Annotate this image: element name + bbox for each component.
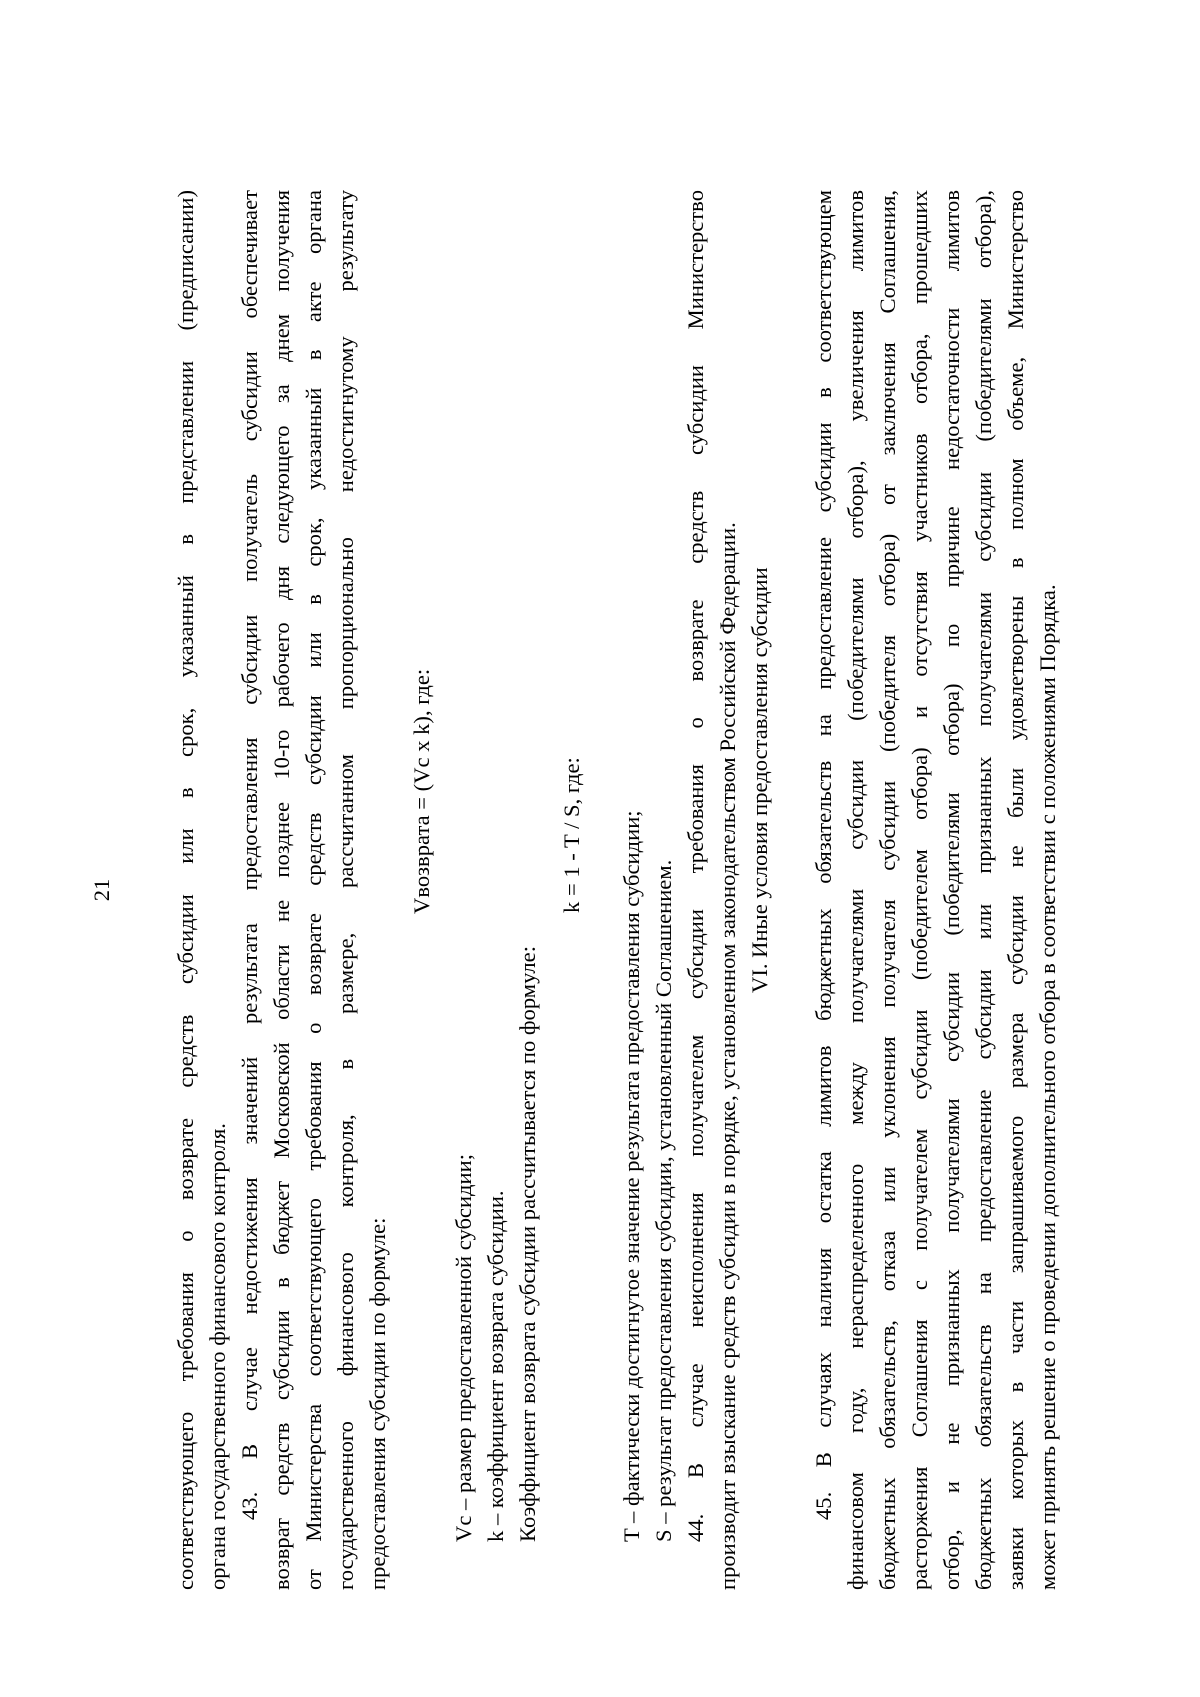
- paragraph-line: от Министерства соответствующего требования о возврате средств субсидии или в срок, указанный в акте органа: [301, 190, 326, 1590]
- definition-line: Vc – размер предоставленной субсидии;: [451, 1153, 476, 1542]
- paragraph-line: расторжения Соглашения с получателем субсидии (победителем отбора) и отсутствия участников отбора, прошедших: [907, 190, 932, 1590]
- definition-line: k – коэффициент возврата субсидии.: [483, 1190, 508, 1542]
- rotated-page-content: [89, 190, 1090, 1590]
- paragraph-line: государственного финансового контроля, в размере, рассчитанном пропорционально недостигнутому результату: [333, 190, 358, 1590]
- paragraph-line: соответствующего требования о возврате средств субсидии или в срок, указанный в представлении (предписании): [173, 190, 198, 1590]
- paragraph-line: производит взыскание средств субсидии в порядке, установленном законодательством Российской Федерации.: [715, 522, 740, 1590]
- formula-return-amount: Vвозврата = (Vc x k), где:: [409, 668, 434, 914]
- definition-line: T – фактически достигнутое значение результата предоставления субсидии;: [619, 810, 644, 1542]
- section-heading: VI. Иные условия предоставления субсидии: [747, 567, 772, 993]
- paragraph-line: 44. В случае неисполнения получателем субсидии требования о возврате средств субсидии Министерство: [683, 190, 708, 1542]
- paragraph-line: бюджетных обязательств на предоставление субсидии или признанных получателями субсидии (победителями отбора),: [971, 190, 996, 1590]
- paragraph-line: заявки которых в части запрашиваемого размера субсидии не были удовлетворены в полном объеме, Министерство: [1003, 190, 1028, 1590]
- paragraph-line: финансовом году, нераспределенного между получателями субсидии (победителями отбора), увеличения лимитов: [843, 190, 868, 1590]
- definition-line: S – результат предоставления субсидии, установленный Соглашением.: [651, 859, 676, 1542]
- paragraph-line: 43. В случае недостижения значений результата предоставления субсидии получатель субсидии обеспечивает: [237, 190, 262, 1520]
- formula-coefficient: k = 1 - T / S, где:: [559, 757, 584, 913]
- paragraph-line: отбор, и не признанных получателями субсидии (победителями отбора) по причине недостаточности лимитов: [939, 190, 964, 1590]
- definition-line: Коэффициент возврата субсидии рассчитывается по формуле:: [515, 946, 540, 1542]
- paragraph-line: предоставления субсидии по формуле:: [365, 1217, 390, 1590]
- paragraph-line: возврат средств субсидии в бюджет Московской области не позднее 10-го рабочего дня следующего за днем получения: [269, 190, 294, 1590]
- paragraph-line: бюджетных обязательств, отказа или уклонения получателя субсидии (победителя отбора) от заключения Соглашения,: [875, 190, 900, 1590]
- paragraph-line: 45. В случаях наличия остатка лимитов бюджетных обязательств на предоставление субсидии в соответствующем: [811, 190, 836, 1520]
- paragraph-line: может принять решение о проведении дополнительного отбора в соответствии с положениями Порядка.: [1035, 584, 1060, 1590]
- page-number: 21: [89, 878, 114, 902]
- paragraph-line: органа государственного финансового контроля.: [205, 1123, 230, 1590]
